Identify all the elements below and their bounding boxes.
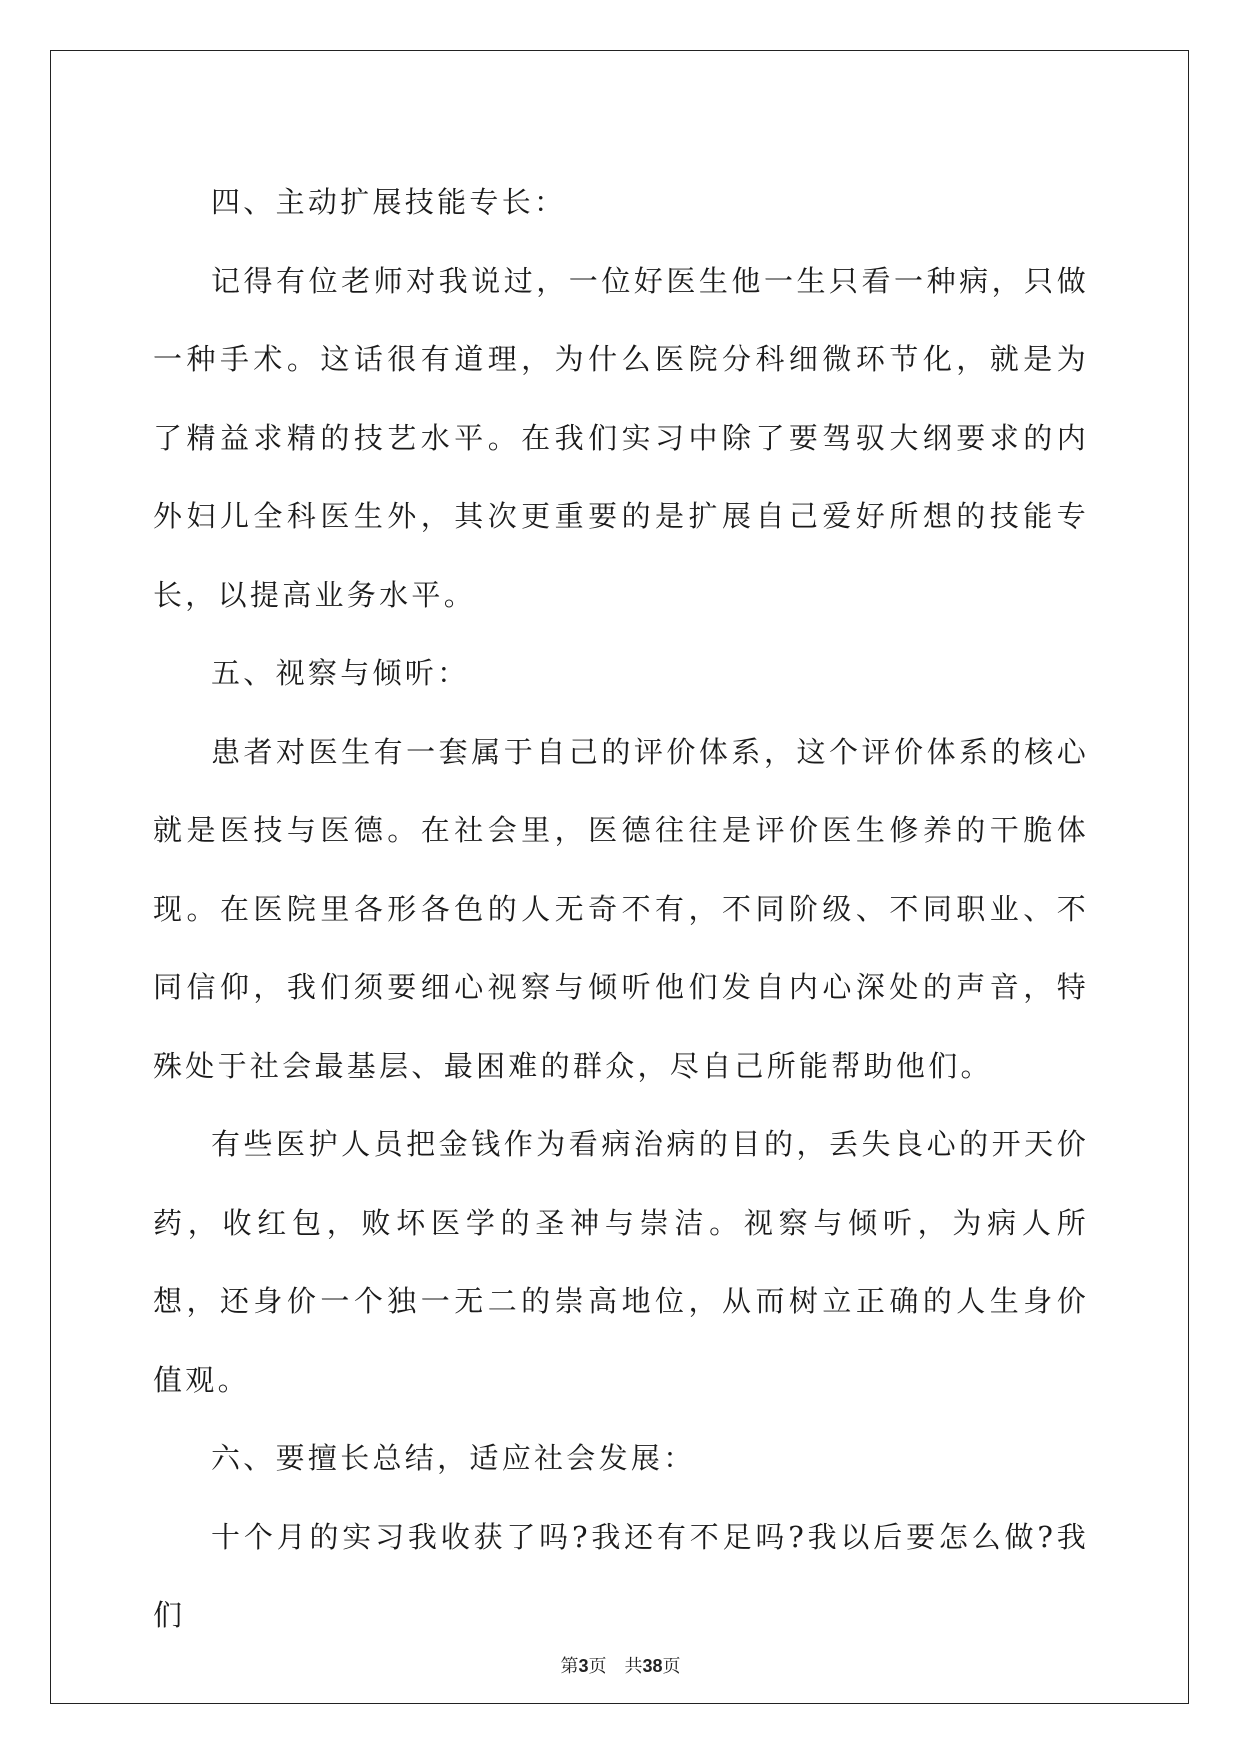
- footer-prefix: 第: [560, 1656, 579, 1677]
- total-page-count: 38: [642, 1656, 663, 1676]
- paragraph-ethics: 有些医护人员把金钱作为看病治病的目的，丢失良心的开天价药，收红包，败坏医学的圣神与崇洁。视察与倾听，为病人所想，还身价一个独一无二的崇高地位，从而树立正确的人生身价值观。: [153, 1127, 1089, 1397]
- section-heading-skills: 四、主动扩展技能专长：: [211, 185, 567, 219]
- footer-page-word: 页: [588, 1656, 607, 1677]
- document-body: [153, 163, 1089, 1655]
- current-page-number: 3: [578, 1656, 589, 1676]
- footer-total-suffix: 页: [662, 1656, 681, 1677]
- section-heading-summary: 六、要擅长总结，适应社会发展：: [211, 1441, 696, 1475]
- page-footer: [0, 1652, 1241, 1678]
- paragraph-evaluation: 患者对医生有一套属于自己的评价体系，这个评价体系的核心就是医技与医德。在社会里，医德往往是评价医生修养的干脆体现。在医院里各形各色的人无奇不有，不同阶级、不同职业、不同信仰，我们须要细心视察与倾听他们发自内心深处的声音，特殊处于社会最基层、最困难的群众，尽自己所能帮助他们。: [153, 734, 1089, 1083]
- paragraph-reflection: 十个月的实习我收获了吗?我还有不足吗?我以后要怎么做?我们: [153, 1519, 1089, 1632]
- section-heading-observe: 五、视察与倾听：: [211, 656, 470, 690]
- footer-total-prefix: 共: [624, 1656, 643, 1677]
- paragraph-skills: 记得有位老师对我说过，一位好医生他一生只看一种病，只做一种手术。这话很有道理，为什么医院分科细微环节化，就是为了精益求精的技艺水平。在我们实习中除了要驾驭大纲要求的内外妇儿全科医生外，其次更重要的是扩展自己爱好所想的技能专长，以提高业务水平。: [153, 263, 1089, 612]
